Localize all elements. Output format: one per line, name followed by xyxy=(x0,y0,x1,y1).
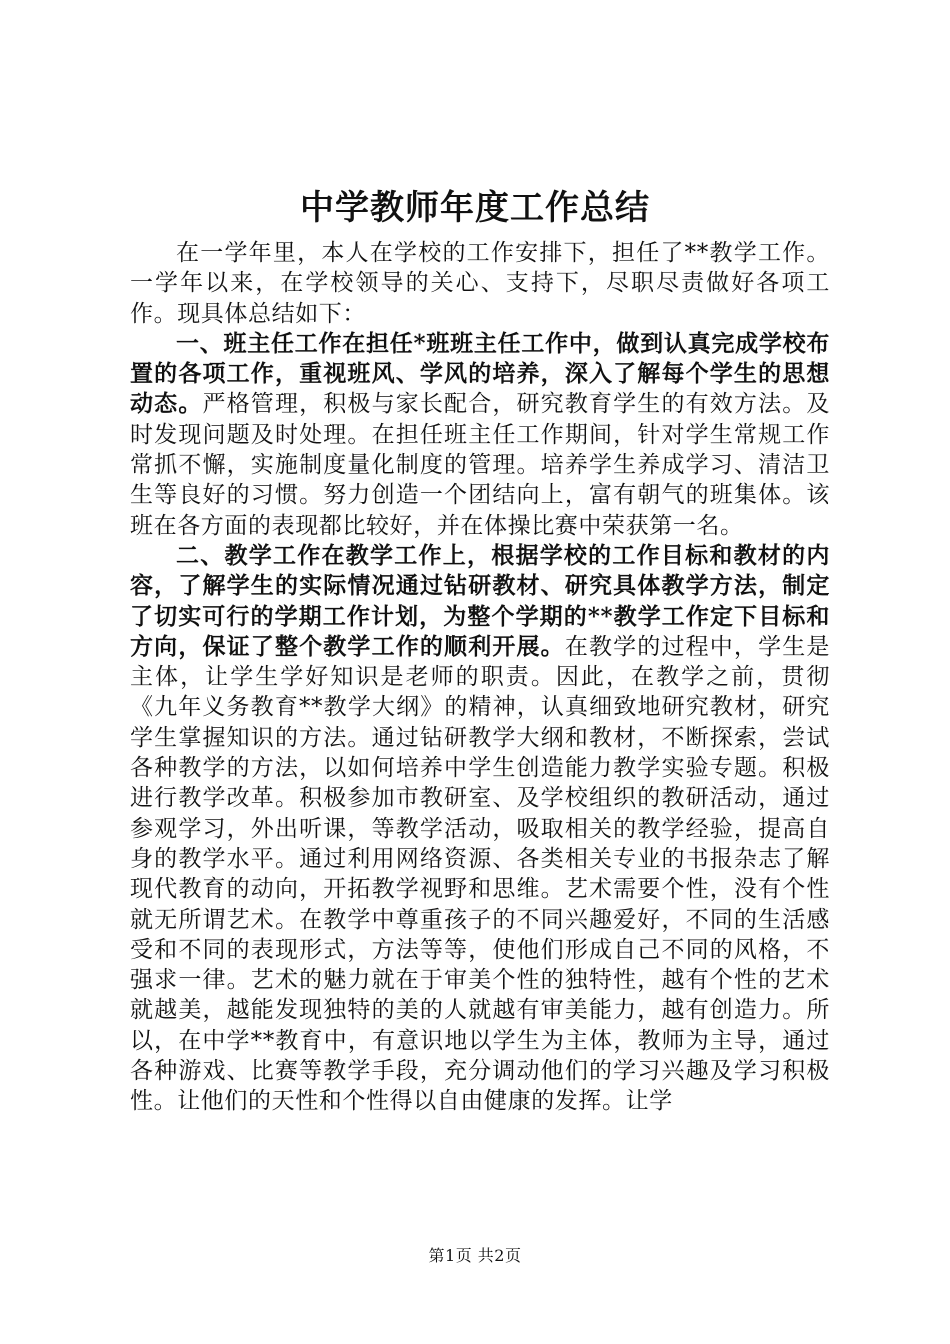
paragraph-intro xyxy=(130,238,830,329)
paragraph-head-teacher-text: 严格管理，积极与家长配合，研究教育学生的有效方法。及时发现问题及时处理。在担任班主任工作期间，针对学生常规工作常抓不懈，实施制度量化制度的管理。培养学生养成学习、清洁卫生等良好的习惯。努力创造一个团结向上，富有朝气的班集体。该班在各方面的表现都比较好，并在体操比赛中荣获第一名。 xyxy=(130,391,830,539)
paragraph-teaching-text: 在教学的过程中，学生是主体，让学生学好知识是老师的职责。因此，在教学之前，贯彻《九年义务教育**教学大纲》的精神，认真细致地研究教材，研究学生掌握知识的方法。通过钻研教学大纲和教材，不断探索，尝试各种教学的方法，以如何培养中学生创造能力教学实验专题。积极进行教学改革。积极参加市教研室、及学校组织的教研活动，通过参观学习，外出听课，等教学活动，吸取相关的教学经验，提高自身的教学水平。通过利用网络资源、各类相关专业的书报杂志了解现代教育的动向，开拓教学视野和思维。艺术需要个性，没有个性就无所谓艺术。在教学中尊重孩子的不同兴趣爱好，不同的生活感受和不同的表现形式，方法等等，使他们形成自己不同的风格，不强求一律。艺术的魅力就在于审美个性的独特性，越有个性的艺术就越美，越能发现独特的美的人就越有审美能力，越有创造力。所以，在中学**教育中，有意识地以学生为主体，教师为主导，通过各种游戏、比赛等教学手段，充分调动他们的学习兴趣及学习积极性。让他们的天性和个性得以自由健康的发挥。让学 xyxy=(130,633,830,1115)
page-footer: 第1页 共2页 xyxy=(428,1246,522,1265)
document-body xyxy=(130,238,830,1117)
paragraph-head-teacher-work xyxy=(130,329,830,541)
page-title: 中学教师年度工作总结 xyxy=(300,188,650,228)
paragraph-head-teacher-heading: 一、班主任工作在担任*班班主任工作中，做到认真完成学校布置的各项工作，重视班风、学风的培养，深入了解每个学生的思想动态。 xyxy=(130,329,830,418)
paragraph-intro-text: 在一学年里，本人在学校的工作安排下，担任了**教学工作。一学年以来，在学校领导的关心、支持下，尽职尽责做好各项工作。现具体总结如下： xyxy=(130,240,830,327)
paragraph-teaching-heading: 二、教学工作在教学工作上，根据学校的工作目标和教材的内容，了解学生的实际情况通过钻研教材、研究具体教学方法，制定了切实可行的学期工作计划，为整个学期的**教学工作定下目标和方向，保证了整个教学工作的顺利开展。 xyxy=(130,541,830,660)
paragraph-teaching-work xyxy=(130,541,830,1117)
